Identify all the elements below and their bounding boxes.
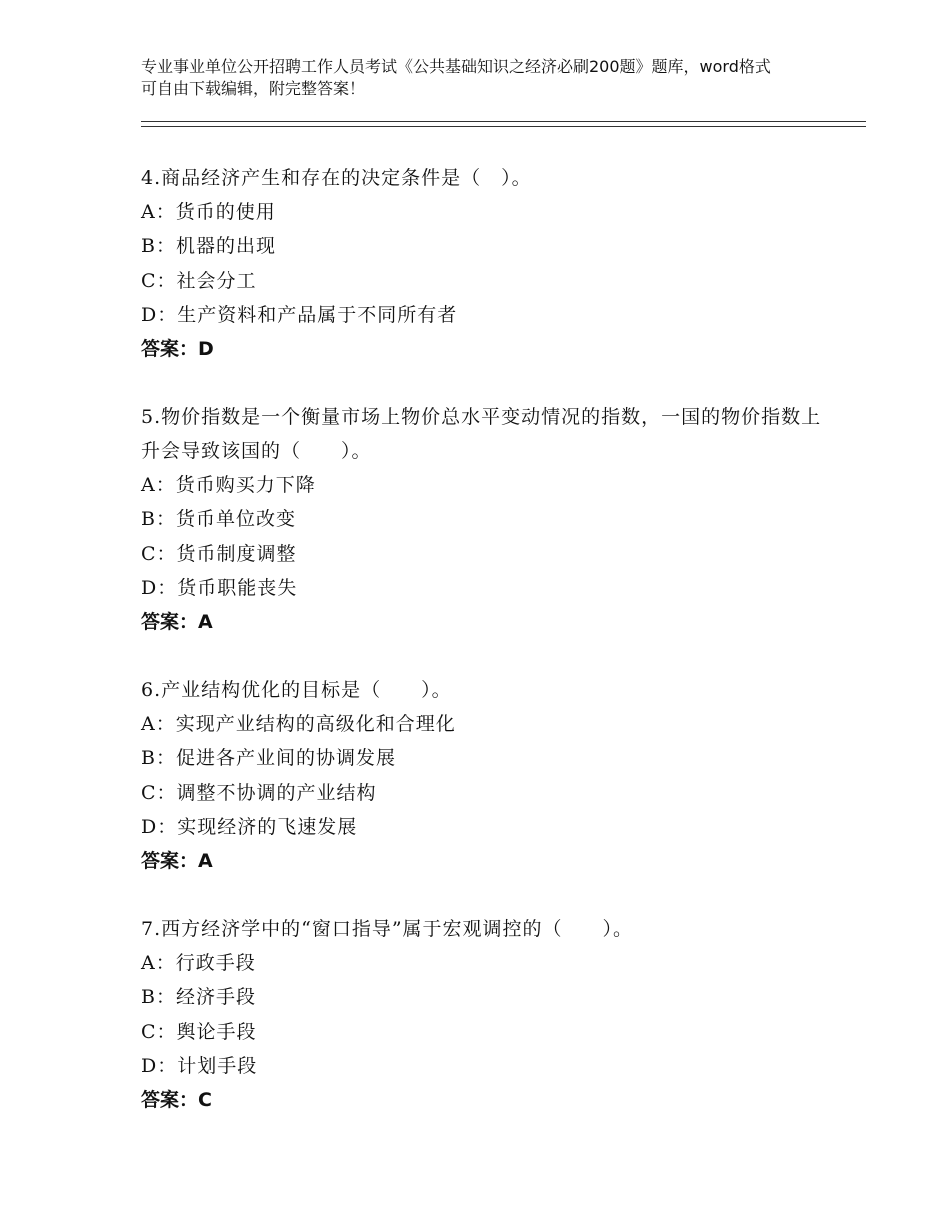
- answer-line: 答案：C: [141, 1089, 212, 1112]
- option-b: B：促进各产业间的协调发展: [141, 747, 396, 770]
- option-c: C：舆论手段: [141, 1020, 257, 1043]
- answer-line: 答案：A: [141, 611, 213, 634]
- option-a: A：行政手段: [141, 952, 256, 974]
- option-d: D：计划手段: [141, 1054, 258, 1077]
- question-stem: 7.西方经济学中的“窗口指导”属于宏观调控的（ ）。: [141, 918, 634, 940]
- answer-line: 答案：A: [141, 850, 213, 873]
- question-block: [141, 161, 841, 366]
- option-b: B：经济手段: [141, 986, 256, 1009]
- question-stem: 4.商品经济产生和存在的决定条件是（ ）。: [141, 167, 532, 189]
- document-header: 专业事业单位公开招聘工作人员考试《公共基础知识之经济必刷200题》题库，word格式可自由下载编辑，附完整答案！: [141, 57, 771, 98]
- option-b: B：货币单位改变: [141, 508, 296, 531]
- question-block: [141, 912, 841, 1117]
- option-c: C：货币制度调整: [141, 542, 297, 565]
- question-block: [141, 673, 841, 878]
- option-a: A：货币购买力下降: [141, 474, 316, 496]
- option-c: C：调整不协调的产业结构: [141, 781, 377, 804]
- option-c: C：社会分工: [141, 269, 257, 292]
- option-d: D：生产资料和产品属于不同所有者: [141, 303, 458, 326]
- option-d: D：实现经济的飞速发展: [141, 815, 358, 838]
- question-stem: 5.物价指数是一个衡量市场上物价总水平变动情况的指数，一国的物价指数上升会导致该国的（ ）。: [141, 406, 822, 462]
- question-block: [141, 400, 841, 639]
- answer-line: 答案：D: [141, 338, 214, 361]
- header-divider: [141, 121, 866, 127]
- option-a: A：货币的使用: [141, 201, 276, 223]
- option-d: D：货币职能丧失: [141, 576, 298, 599]
- question-stem: 6.产业结构优化的目标是（ ）。: [141, 679, 452, 701]
- option-a: A：实现产业结构的高级化和合理化: [141, 713, 456, 735]
- option-b: B：机器的出现: [141, 235, 276, 258]
